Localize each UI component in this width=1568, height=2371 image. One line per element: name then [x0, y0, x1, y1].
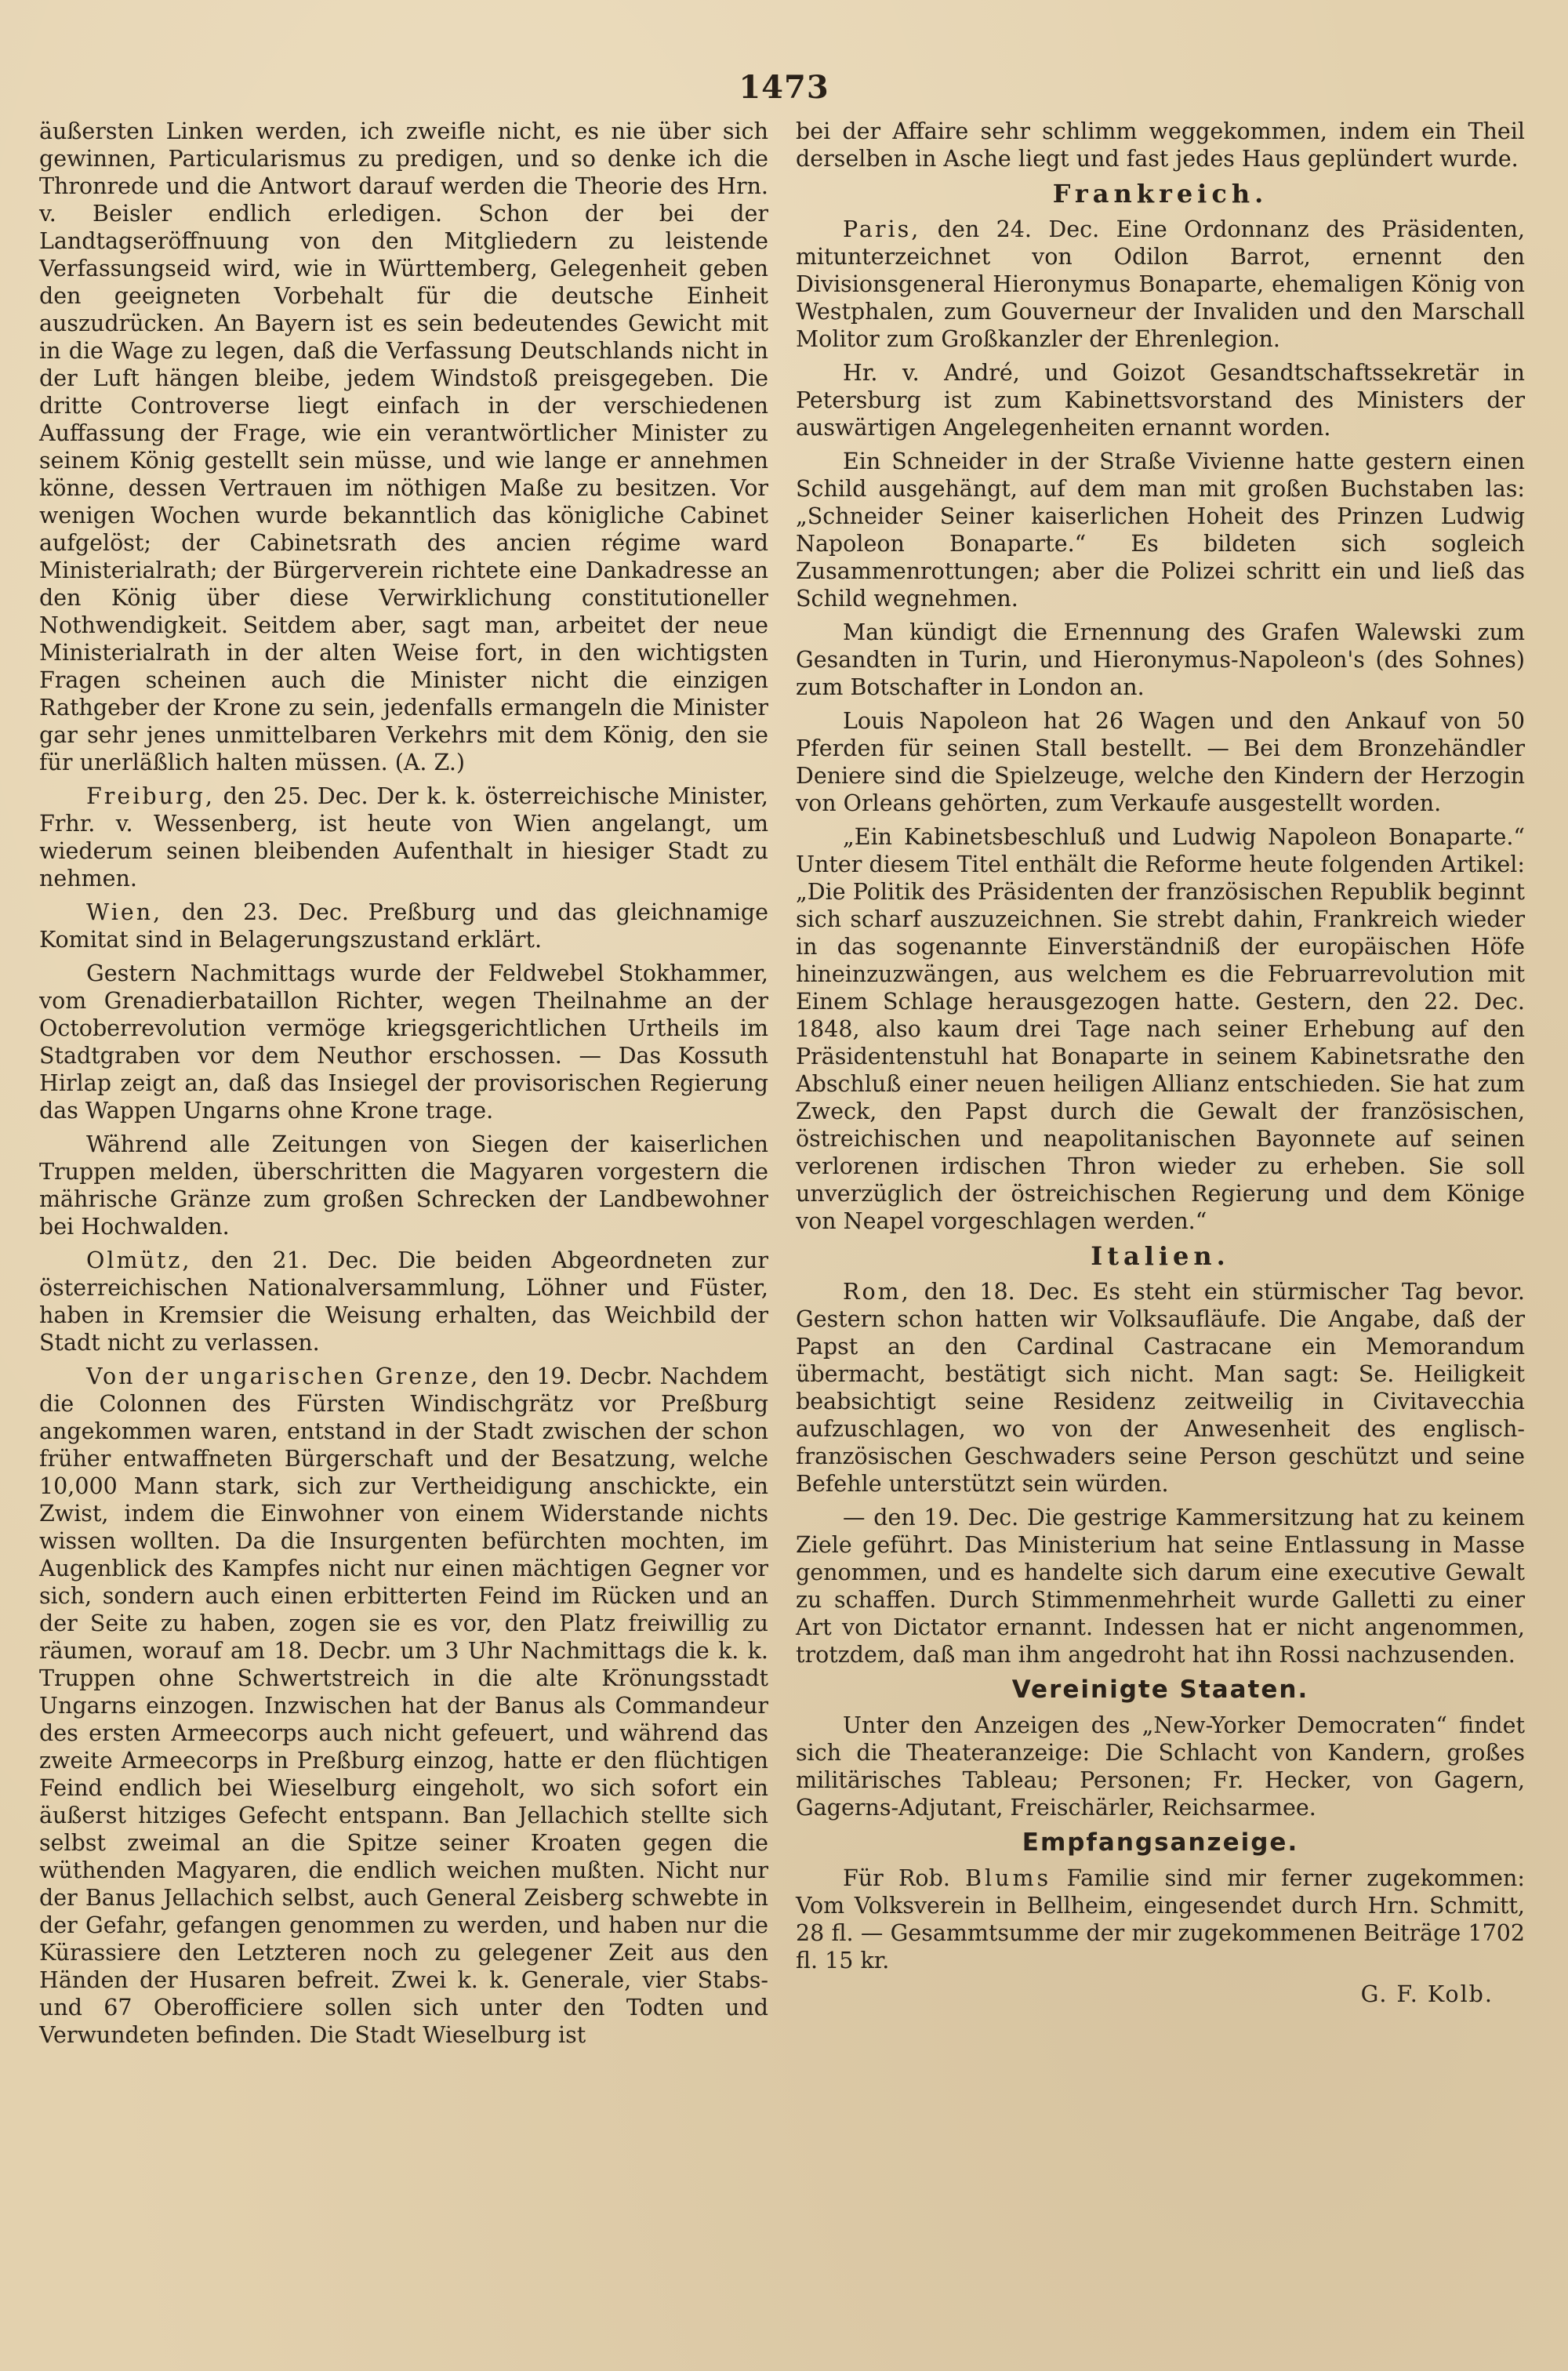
news-text: den 18. Dec. Es steht ein stürmischer Tag bevor. Gestern schon hatten wir Volksaufläufe. Die Angabe, daß der Papst an den Cardinal Castracane ein Memorandum übermacht, bestätigt sich nicht. Man sagt: Se. Heiligkeit beabsichtigt seine Residenz zeitweilig in Civitavecchia aufzuschlagen, wo von der Anwesenheit des englisch-französischen Geschwaders seine Person geschützt und seine Befehle unterstützt sein würden. [796, 1279, 1525, 1497]
news-text: den 23. Dec. Preßburg und das gleichnamige Komitat sind in Belagerungszustand erklärt. [39, 899, 768, 953]
notice-lead: Für Rob. [843, 1865, 966, 1891]
dateline-place: Olmütz, [86, 1247, 192, 1273]
left-column [39, 118, 768, 2055]
news-paragraph: Ein Schneider in der Straße Vivienne hatte gestern einen Schild ausgehängt, auf dem man mit großen Buchstaben las: „Schneider Seiner kaiserlichen Hoheit des Prinzen Ludwig Napoleon Bonaparte.“ Es bildeten sich sogleich Zusammenrottungen; aber die Polizei schritt ein und ließ das Schild wegnehmen. [796, 448, 1525, 612]
section-heading-empfangsanzeige: Empfangsanzeige. [1022, 1828, 1299, 1857]
article-paragraph: äußersten Linken werden, ich zweifle nicht, es nie über sich gewinnen, Particularismus zu predigen, und so denke ich die Thronrede und die Antwort darauf werden die Theorie des Hrn. v. Beisler endlich erledigen. Schon der bei der Landtagseröffnuung von den Mitgliedern zu leistende Verfassungseid wird, wie in Württemberg, Gelegenheit geben den geeigneten Vorbehalt für die deutsche Einheit auszudrücken. An Bayern ist es sein bedeutendes Gewicht mit in die Wage zu legen, daß die Verfassung Deutschlands nicht in der Luft hängen bleibe, jedem Windstoß preisgegeben. Die dritte Controverse liegt einfach in der verschiedenen Auffassung der Frage, wie ein verantwörtlicher Minister zu seinem König gestellt sein müsse, und wie lange er annehmen könne, dessen Vertrauen im nöthigen Maße zu besitzen. Vor wenigen Wochen wurde bekanntlich das königliche Cabinet aufgelöst; der Cabinetsrath des ancien régime ward Ministerialrath; der Bürgerverein richtete eine Dankadresse an den König über diese Verwirklichung constitutioneller Nothwendigkeit. Seitdem aber, sagt man, arbeitet der neue Ministerialrath in der alten Weise fort, in den wichtigsten Fragen scheinen auch die Minister nicht die einzigen Rathgeber der Krone zu sein, jedenfalls ermangeln die Minister gar sehr jenes unmittelbaren Verkehrs mit dem König, den sie für unerläßlich halten müssen. (A. Z.) [39, 118, 768, 775]
news-text: den 24. Dec. Eine Ordonnanz des Präsidenten, mitunterzeichnet von Odilon Barrot, ernennt den Divisionsgeneral Hieronymus Bonaparte, ehemaligen König von Westphalen, zum Gouverneur der Invaliden und den Marschall Molitor zum Großkanzler der Ehrenlegion. [796, 216, 1525, 352]
news-item-wien [39, 899, 768, 953]
notice-name: Blums [965, 1865, 1052, 1891]
donation-notice [796, 1864, 1525, 1974]
dateline-place: Von der ungarischen Grenze, [86, 1363, 481, 1389]
news-paragraph: Louis Napoleon hat 26 Wagen und den Ankauf von 50 Pferden für seinen Stall bestellt. — Bei dem Bronzehändler Deniere sind die Spielzeuge, welche den Kindern der Herzogin von Orleans gehörten, zum Verkaufe ausgestellt worden. [796, 708, 1525, 816]
news-text: den 25. Dec. Der k. k. österreichische Minister, Frhr. v. Wessenberg, ist heute von Wien angelangt, um wiederum seinen bleibenden Aufenthalt in hiesiger Stadt zu nehmen. [39, 783, 768, 891]
news-paragraph: „Ein Kabinetsbeschluß und Ludwig Napoleon Bonaparte.“ Unter diesem Titel enthält die Reforme heute folgenden Artikel: „Die Politik des Präsidenten der französischen Republik beginnt sich scharf auszuzeichnen. Sie strebt dahin, Frankreich wieder in das sogenannte Einverständniß der europäischen Höfe hineinzuzwängen, aus welchem es die Februarrevolution mit Einem Schlage herausgezogen hatte. Gestern, den 22. Dec. 1848, also kaum drei Tage nach seiner Erhebung auf den Präsidentenstuhl hat Bonaparte in seinem Kabinetsrathe den Abschluß einer neuen heiligen Allianz entschieden. Sie hat zum Zweck, den Papst durch die Gewalt der französischen, östreichischen und neapolitanischen Bayonnete auf seinen verlorenen irdischen Thron wieder zu erheben. Sie soll unverzüglich der östreichischen Regierung und dem Könige von Neapel vorgeschlagen werden.“ [796, 824, 1525, 1234]
article-paragraph: bei der Affaire sehr schlimm weggekommen, indem ein Theil derselben in Asche liegt und fast jedes Haus geplündert wurde. [796, 118, 1525, 172]
signature: G. F. Kolb. [1360, 1981, 1494, 2007]
news-paragraph: Man kündigt die Ernennung des Grafen Walewski zum Gesandten in Turin, und Hieronymus-Napoleon's (des Sohnes) zum Botschafter in London an. [796, 619, 1525, 700]
notice-text: Familie sind mir ferner zugekommen: Vom Volksverein in Bellheim, eingesendet durch Hrn. Schmitt, 28 fl. — Gesammtsumme der mir zugekommenen Beiträge 1702 fl. 15 kr. [796, 1865, 1525, 1973]
news-paragraph: Gestern Nachmittags wurde der Feldwebel Stokhammer, vom Grenadierbataillon Richter, wegen Theilnahme an der Octoberrevolution vermöge kriegsgerichtlichen Urtheils im Stadtgraben vor dem Neuthor erschossen. — Das Kossuth Hirlap zeigt an, daß das Insiegel der provisorischen Regierung das Wappen Ungarns ohne Krone trage. [39, 960, 768, 1124]
news-paragraph: Unter den Anzeigen des „New-Yorker Democraten“ findet sich die Theateranzeige: Die Schlacht von Kandern, großes militärisches Tableau; Personen; Fr. Hecker, von Gagern, Gagerns-Adjutant, Freischärler, Reichsarmee. [796, 1712, 1525, 1821]
news-paragraph: — den 19. Dec. Die gestrige Kammersitzung hat zu keinem Ziele geführt. Das Ministerium hat seine Entlassung in Masse genommen, und es handelte sich darum eine executive Gewalt zu schaffen. Durch Stimmenmehrheit wurde Galletti zu einer Art von Dictator ernannt. Indessen hat er nicht angenommen, trotzdem, daß man ihm angedroht hat ihn Rossi nachzusenden. [796, 1505, 1525, 1668]
dateline-place: Wien, [86, 899, 163, 925]
section-heading-italien: Italien. [1091, 1241, 1230, 1271]
news-item-olmuetz [39, 1247, 768, 1356]
news-paragraph: Hr. v. André, und Goizot Gesandtschaftssekretär in Petersburg ist zum Kabinettsvorstand des Ministers der auswärtigen Angelegenheiten ernannt worden. [796, 360, 1525, 441]
dateline-place: Rom, [843, 1279, 911, 1305]
news-item-rom [796, 1278, 1525, 1498]
news-item-ungarn [39, 1363, 768, 2049]
section-heading-frankreich: Frankreich. [1052, 179, 1269, 209]
right-column [796, 118, 1525, 2008]
news-text: den 21. Dec. Die beiden Abgeordneten zur österreichischen Nationalversammlung, Löhner und Füster, haben in Kremsier die Weisung erhalten, das Weichbild der Stadt nicht zu verlassen. [39, 1247, 768, 1356]
dateline-place: Freiburg, [86, 783, 215, 809]
news-text: den 19. Decbr. Nachdem die Colonnen des Fürsten Windischgrätz vor Preßburg angekommen waren, entstand in der Stadt zwischen der schon früher entwaffneten Bürgerschaft und der Besatzung, welche 10,000 Mann stark, sich zur Vertheidigung anschickte, ein Zwist, indem die Einwohner von einem Widerstande nichts wissen wollten. Da die Insurgenten befürchten mochten, im Augenblick des Kampfes nicht nur einen mächtigen Gegner vor sich, sondern auch einen erbitterten Feind im Rücken und an der Seite zu haben, zogen sie es vor, den Platz freiwillig zu räumen, worauf am 18. Decbr. um 3 Uhr Nachmittags die k. k. Truppen ohne Schwertstreich in die alte Krönungsstadt Ungarns einzogen. Inzwischen hat der Banus als Commandeur des ersten Armeecorps auch nicht gefeuert, und während das zweite Armeecorps in Preßburg einzog, hatte er den flüchtigen Feind endlich bei Wieselburg eingeholt, wo sich sofort ein äußerst hitziges Gefecht entspann. Ban Jellachich stellte sich selbst zweimal an die Spitze seiner Kroaten gegen die wüthenden Magyaren, die endlich weichen mußten. Nicht nur der Banus Jellachich selbst, auch General Zeisberg schwebte in der Gefahr, gefangen genommen zu werden, und haben nur die Kürassiere den Letzteren noch zu gelegener Zeit aus den Händen der Husaren befreit. Zwei k. k. Generale, vier Stabs- und 67 Oberofficiere sollen sich unter den Todten und Verwundeten befinden. Die Stadt Wieselburg ist [39, 1363, 768, 2048]
news-paragraph: Während alle Zeitungen von Siegen der kaiserlichen Truppen melden, überschritten die Magyaren vorgestern die mährische Gränze zum großen Schrecken der Landbewohner bei Hochwalden. [39, 1131, 768, 1240]
news-item-freiburg [39, 782, 768, 892]
news-item-paris [796, 216, 1525, 353]
dateline-place: Paris, [843, 216, 921, 242]
section-heading-vereinigte-staaten: Vereinigte Staaten. [1011, 1676, 1309, 1704]
page-number: 1473 [739, 69, 829, 106]
